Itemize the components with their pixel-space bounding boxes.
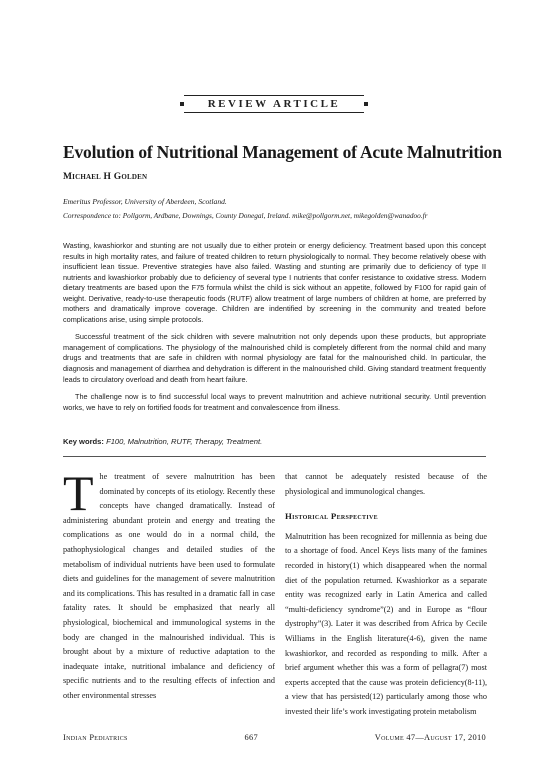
keywords-label: Key words: bbox=[63, 437, 104, 446]
body-column-left bbox=[63, 465, 275, 704]
abstract-paragraph-3: The challenge now is to find successful local ways to prevent malnutrition and achieve nutritional security. Until prevention works, we have to rely on fortified foods for treatment and convalescence from illness. bbox=[63, 392, 486, 412]
keywords bbox=[63, 437, 486, 446]
section-heading-historical: Historical Perspective bbox=[285, 511, 378, 522]
correspondence-address: Correspondence to: Pollgorm, Ardbane, Downings, County Donegal, Ireland. mike@pollgorm.net, mikegolden@wanadoo.fr bbox=[63, 211, 428, 220]
footer-volume: Volume 47—August 17, 2010 bbox=[374, 733, 486, 742]
abstract-divider bbox=[63, 456, 486, 457]
abstract-paragraph-1: Wasting, kwashiorkor and stunting are not usually due to either protein or energy deficiency. Treatment based upon this concept results in high mortality rates, and failure of treated children to return physiologically to normal. They become relatively obese with insufficient lean tissue. Preventive strategies have also failed. Wasting and stunting are primarily due to deficiency of type II nutrients and kwashiorkor probably due to deficiency of several type I nutrients that confer resistance to oxidative stress. Modern dietary treatments are based upon the F75 formula whilst the child is sick without an appetite, followed by F100 for rapid gain of weight. Derivative, ready-to-use therapeutic foods (RUTF) allow treatment of large numbers of children at home, are preferred by mothers and dramatically improve coverage. Children are indentified by screening in the community and treated before complications arise, using simple protocols. bbox=[63, 241, 486, 324]
page-footer bbox=[63, 733, 486, 742]
keywords-list: F100, Malnutrition, RUTF, Therapy, Treatment. bbox=[106, 437, 263, 446]
footer-journal: Indian Pediatrics bbox=[63, 733, 128, 742]
author-name: Michael H Golden bbox=[63, 172, 148, 182]
body-column-right bbox=[285, 470, 487, 720]
article-title: Evolution of Nutritional Management of Acute Malnutrition bbox=[63, 142, 502, 162]
drop-cap: T bbox=[63, 465, 94, 521]
intro-text: he treatment of severe malnutrition has been dominated by concepts of its etiology. Recently these concepts have changed dramatically. Instead of administering abundant protein and energy and treating the complications as one would do in a normal child, the pathophysiological changes and detailed studies of the metabolism of individual nutrients have been used to formulate diets and guidelines for the management of severe malnutrition and its complications. This has resulted in a dramatic fall in case fatality rates. It should be emphasized that nearly all physiological, biochemical and immunological systems in the body are changed in the malnourished individual. This is brought about by a mixture of reductive adaptation to the inadequate intake, nutritional imbalance and deficiency of specific nutrients and to the resulting effects of infection and other environmental stresses bbox=[63, 472, 275, 700]
abstract bbox=[63, 241, 486, 420]
intro-paragraph bbox=[63, 465, 275, 704]
continuation-text: that cannot be adequately resisted because of the physiological and immunological changes. bbox=[285, 472, 487, 496]
historical-paragraph: Malnutrition has been recognized for millennia as being due to a shortage of food. Ancel Keys lists many of the famines recorded in history(1) which disappeared when the normal diet of the population returned. Kwashiorkor as a separate entity was recognized early in Latin America and called “multi-deficiency syndrome”(2) and in Europe as “flour dystrophy”(3). Later it was described from Africa by Cecile Williams in the English literature(4-6), given the name kwashiorkor, and recorded as responding to milk. After a brief argument whether this was a form of pellagra(7) most experts accepted that the cause was protein deficiency(8-11), a view that has persisted(12) particularly among those who invested their life’s work investigating protein metabolism bbox=[285, 531, 487, 716]
abstract-paragraph-2: Successful treatment of the sick children with severe malnutrition not only depends upon these products, but appropriate management of complications. The physiology of the malnourished child is completely different from the normal child and many drugs and treatments that are safe in children with normal physiology are fatal for the malnourished child. In particular, the diagnosis and management of diarrhea and dehydration is different in the malnourished child. Giving standard treatment frequently leads to circulatory overload and death from heart failure. bbox=[63, 332, 486, 384]
article-type-banner: REVIEW ARTICLE bbox=[184, 95, 364, 113]
footer-page-number: 667 bbox=[244, 733, 258, 742]
author-affiliation: Emeritus Professor, University of Aberdeen, Scotland. bbox=[63, 197, 227, 206]
